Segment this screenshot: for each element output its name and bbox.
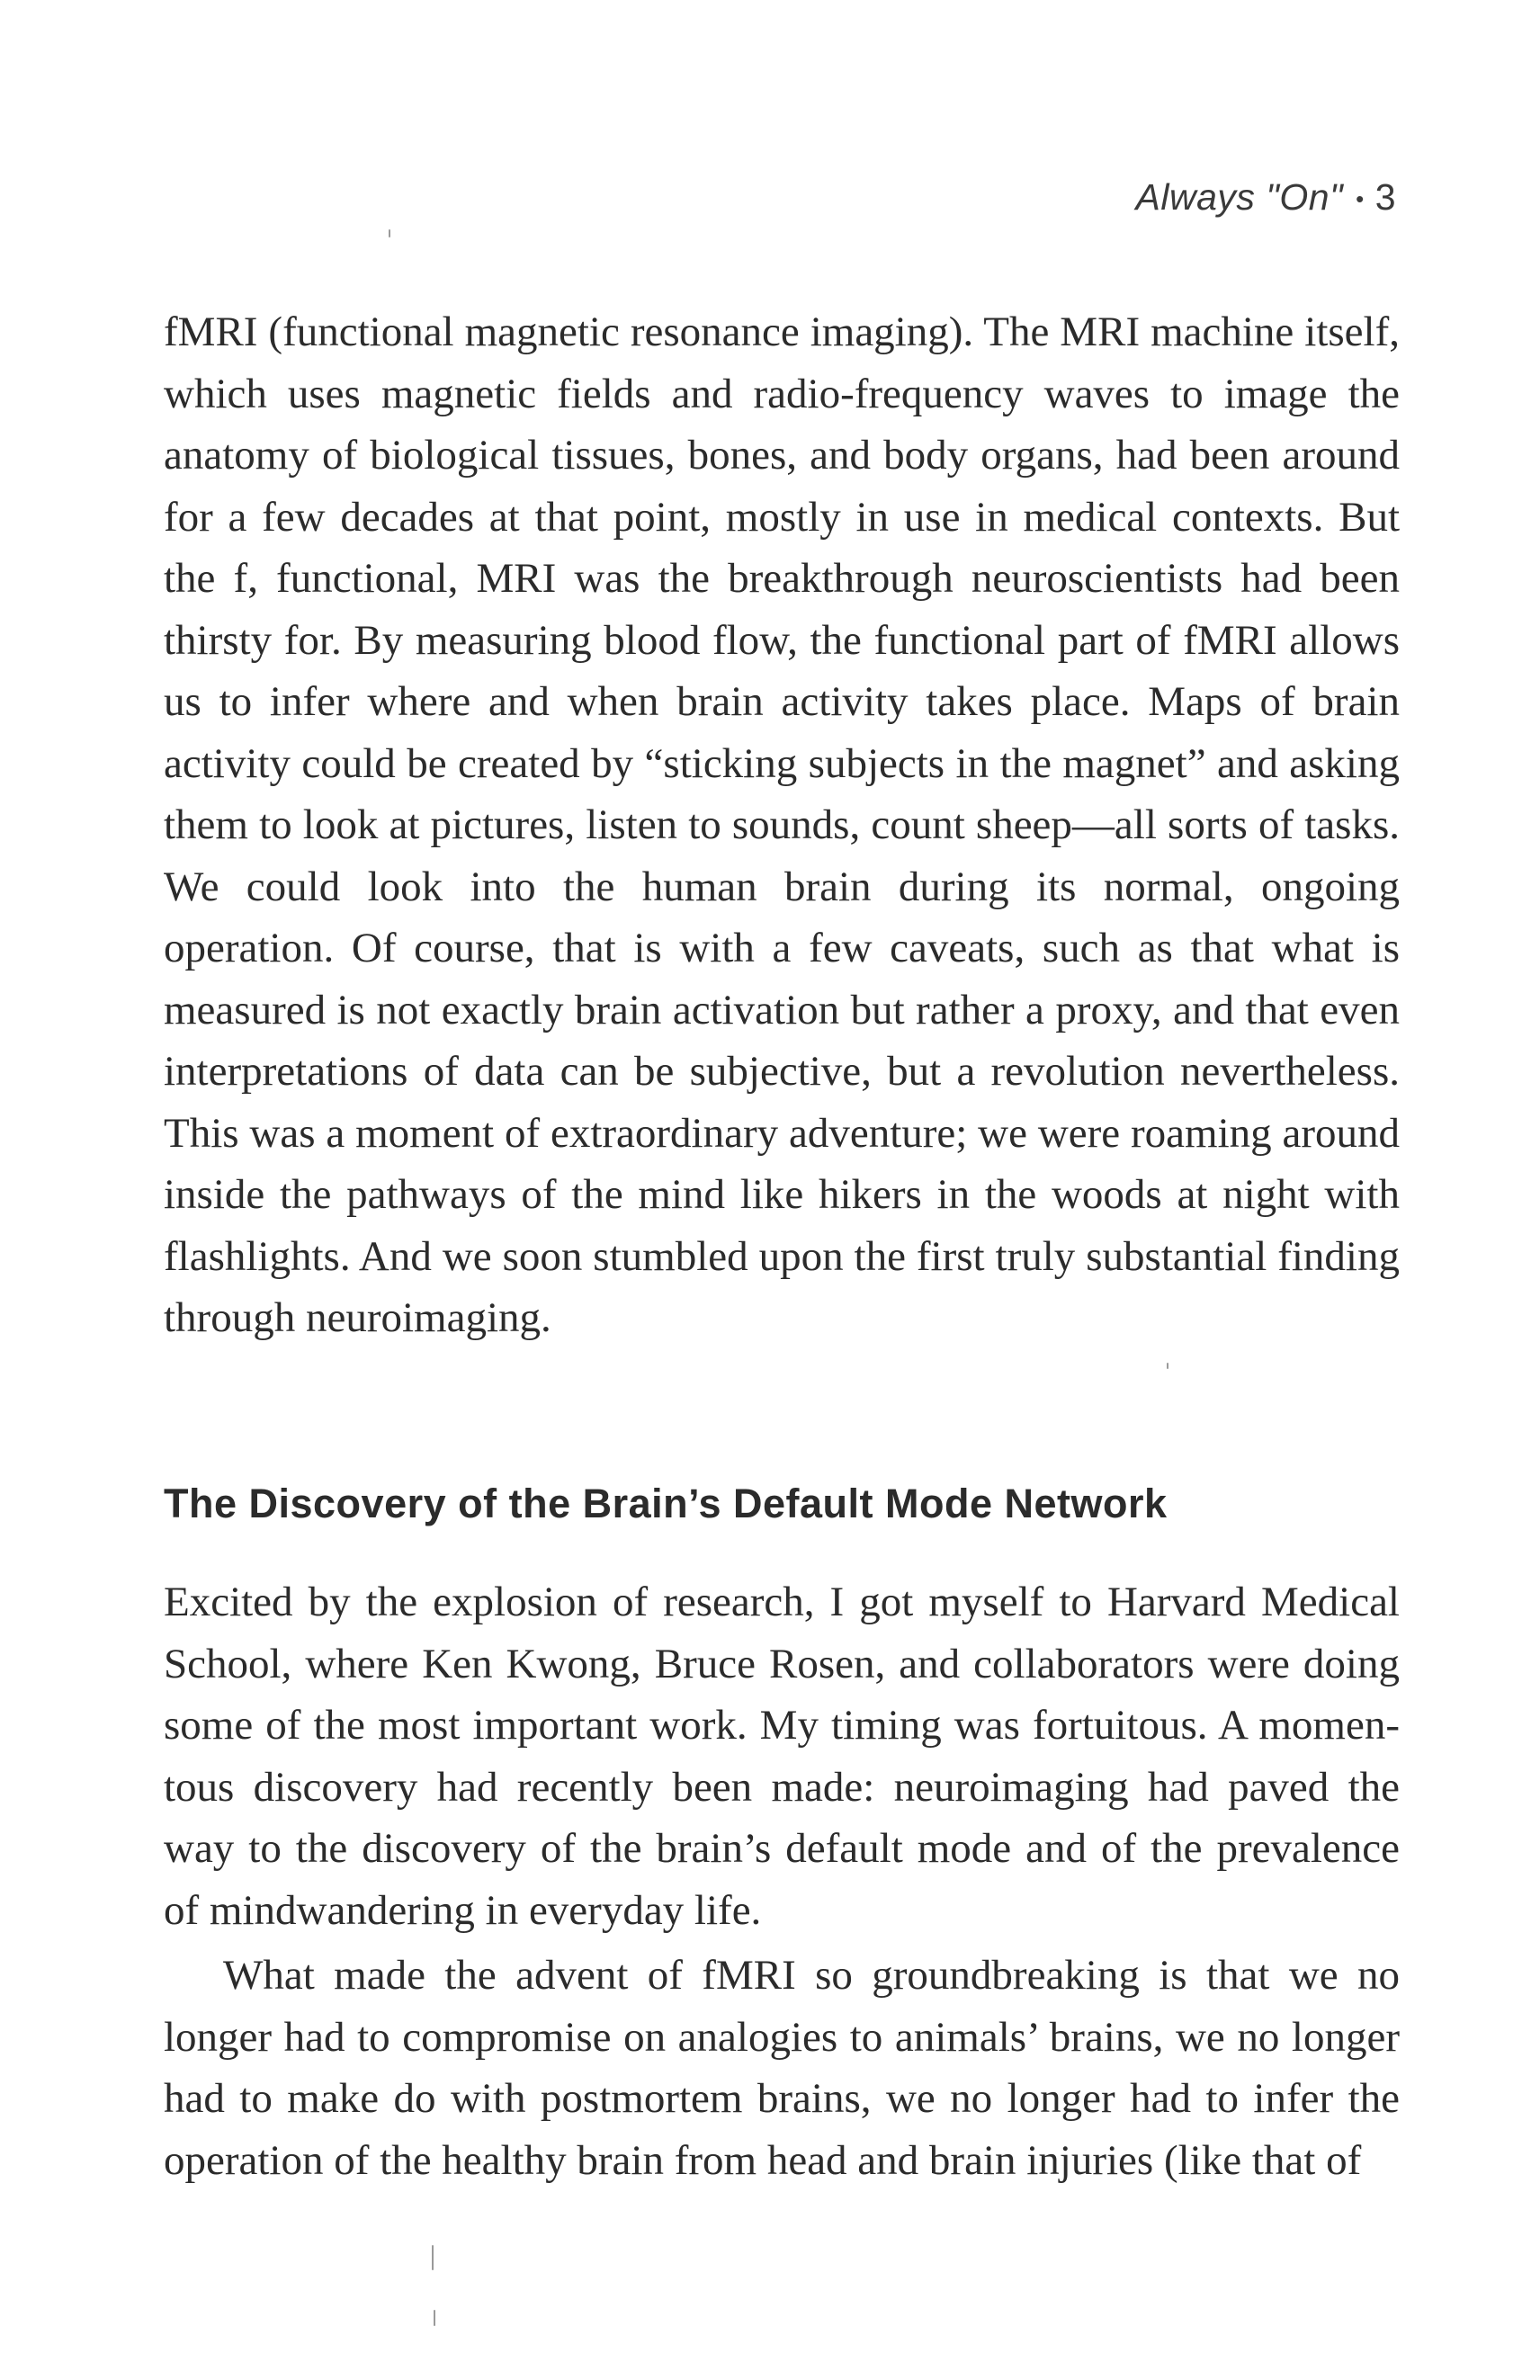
running-head-title: Always "On" <box>1135 176 1344 218</box>
scan-speck <box>432 2245 434 2270</box>
page-number: 3 <box>1374 176 1396 218</box>
paragraph-groundbreaking: What made the advent of fMRI so groundbreaking is that we no longer had to compromise on analogies to animals’ brains, we no longer had to make do with postmortem brains, we no longer had to infer the operation of the healthy brain from head and brain injuries (like that of <box>164 1952 1400 2184</box>
running-head <box>1136 176 1396 219</box>
scan-speck <box>1167 1363 1168 1369</box>
scan-speck <box>434 2310 435 2326</box>
paragraph-fmri-intro: fMRI (functional magnetic resonance imaging). The MRI machine itself, which uses magnetic fields and radio-frequency waves to image the anatomy of biological tissues, bones, and body organs, had been around for a few decades at that point, mostly in use in medical contexts. But the f, functional, MRI was the breakthrough neuroscientists had been thirsty for. By measuring blood flow, the functional part of fMRI allows us to infer where and when brain activity takes place. Maps of brain activity could be created by “sticking subjects in the magnet” and asking them to look at pictures, listen to sounds, count sheep—all sorts of tasks. We could look into the human brain during its normal, ongoing operation. Of course, that is with a few caveats, such as that what is measured is not exactly brain activation but rather a proxy, and that even interpretations of data can be subjective, but a revolution nevertheless. This was a moment of extraordinary adventure; we were roaming around inside the pathways of the mind like hikers in the woods at night with flashlights. And we soon stumbled upon the first truly substantial finding through neuroimaging. <box>164 309 1400 1341</box>
bullet-separator-icon: • <box>1356 185 1365 212</box>
paragraph-harvard: Excited by the explosion of research, I got myself to Harvard Medical School, where Ken Kwong, Bruce Rosen, and collaborators were doing some of the most important work. My timing was fortuitous. A momentous discovery had recently been made: neuroimaging had paved the way to the discovery of the brain’s default mode and of the prevalence of mindwandering in everyday life. <box>164 1579 1400 1934</box>
scan-speck <box>389 229 390 237</box>
section-heading: The Discovery of the Brain’s Default Mode Network <box>164 1481 1168 1526</box>
